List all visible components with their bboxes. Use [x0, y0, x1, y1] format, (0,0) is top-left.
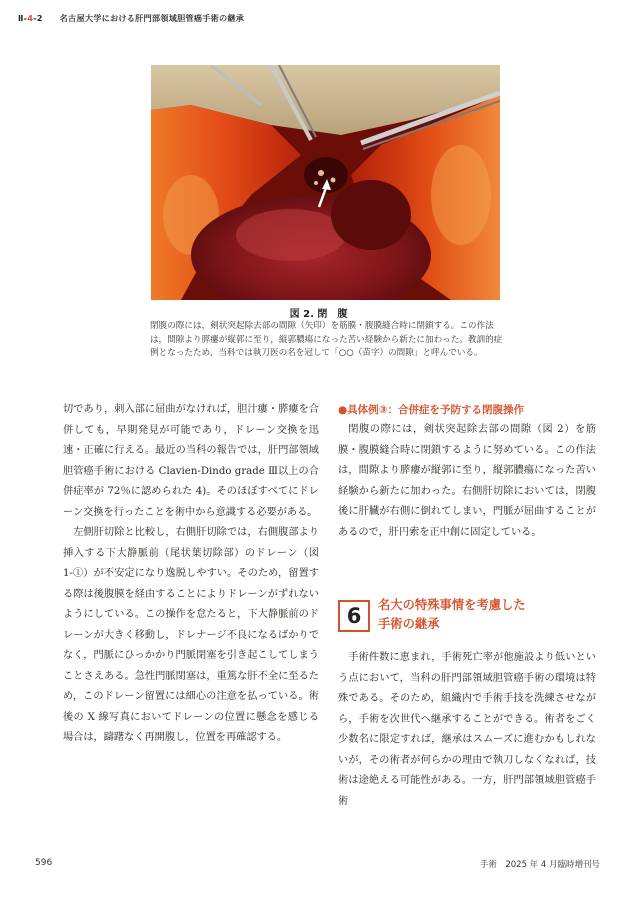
right-column-top	[338, 400, 596, 543]
section-heading	[338, 596, 596, 640]
left-column	[63, 400, 319, 749]
figure-caption: 閉腹の際には，剣状突起除去部の間隙（矢印）を筋膜・腹膜縫合時に閉鎖する。この作法は，間隙より膵瘻が縦郭に至り，縦郭膿瘍になった苦い経験から新たに加わった。教訓的症例となったため，当科では執刀医の名を冠して「○○（苗字）の間隙」と呼んでいる。	[150, 321, 503, 359]
section-title: 名大の特殊事情を考慮した 手術の継承	[378, 598, 526, 631]
page-number: 596	[35, 858, 53, 868]
body-paragraph: 閉腹の際には，剣状突起除去部の間隙（図 2）を筋膜・腹膜縫合時に閉鎖するように努めている。この作法は，間隙より膵瘻が縦郭に至り，縦郭膿瘍になった苦い経験から新たに加わった。右側肝切除においては，閉腹後に肝臓が右側に倒れてしまい，門脈が屈曲することがあるので，肝円索を正中創に固定している。	[338, 424, 596, 538]
subheading: ●具体例③：合併症を予防する閉腹操作	[338, 404, 525, 416]
surgical-photo-graphic	[151, 65, 500, 300]
surgical-photo	[151, 65, 500, 300]
body-paragraph: 切であり，刺入部に屈曲がなければ，胆汁瘻・膵瘻を合併しても，早期発見が可能であり，ドレーン交換を迅速・正確に行える。最近の当科の報告では，肝門部領域胆管癌手術における Clavien-Dindo grade Ⅲ以上の合併症率が 72％に認められた 4)。そのほぼすべてにドレーン交換を行ったことを術中から意識する必要がある。	[63, 404, 319, 518]
running-header	[18, 13, 244, 24]
journal-footer: 手術 2025 年 4 月臨時増刊号	[479, 860, 600, 870]
header-title: 名古屋大学における肝門部領域胆管癌手術の継承	[59, 13, 245, 23]
right-column-bottom	[338, 648, 596, 812]
body-paragraph: 手術件数に恵まれ，手術死亡率が他施設より低いという点において，当科の肝門部領域胆管癌手術の環境は特殊である。そのため，組織内で手術手技を洗練させながら，手術を次世代へ継承することができる。術者をごく少数名に限定すれば，継承はスムーズに進むかもしれないが，その術者が何らかの理由で執刀しなくなれば，技術は途絶える可能性がある。一方，肝門部領域胆管癌手術	[338, 652, 596, 807]
body-paragraph: 左側肝切除と比較し，右側肝切除では，右側腹部より挿入する下大静脈前（尾状葉切除部）のドレーン（図 1-①）が不安定になり逸脱しやすい。そのため，留置する際は後腹膜を経由することによりドレーンがずれないようにしている。この操作を怠たると，下大静脈前のドレーンが大きく移動し，ドレナージ不良になるばかりでなく，門脈にひっかかり門脈閉塞を引き起こしてしまうことさえある。急性門脈閉塞は，重篤な肝不全に至るため，このドレーン留置には細心の注意を払っている。術後の X 線写真においてドレーンの位置に懸念を感じる場合は，躊躇なく再開腹し，位置を再確認する。	[63, 527, 319, 743]
section-number: Ⅱ-4-2	[18, 13, 43, 23]
figure-label: 図 2. 閉 腹	[289, 309, 348, 320]
section-number-box: 6	[338, 600, 370, 632]
